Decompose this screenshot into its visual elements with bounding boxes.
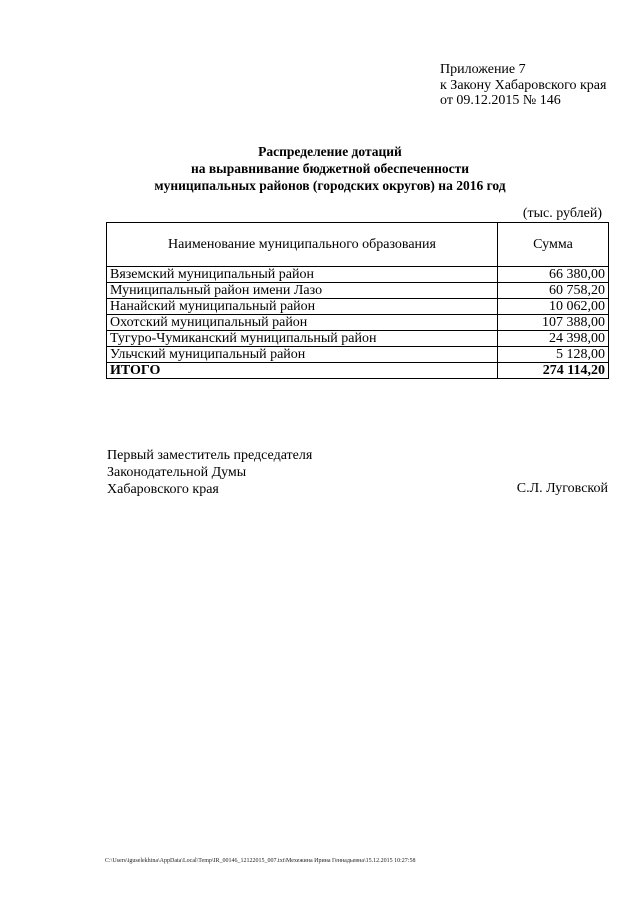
total-amount: 274 114,20 [498,363,609,379]
row-amount: 60 758,20 [498,283,609,299]
distribution-table [106,222,609,379]
column-header-sum: Сумма [498,223,609,267]
row-name: Тугуро-Чумиканский муниципальный район [107,331,498,347]
table-row [107,315,609,331]
row-amount: 66 380,00 [498,267,609,283]
row-name: Охотский муниципальный район [107,315,498,331]
row-name: Нанайский муниципальный район [107,299,498,315]
signature-block [107,447,312,498]
row-name: Муниципальный район имени Лазо [107,283,498,299]
row-amount: 5 128,00 [498,347,609,363]
title-line-2: на выравнивание бюджетной обеспеченности [190,161,470,176]
table-header-row [107,223,609,267]
row-name: Ульчский муниципальный район [107,347,498,363]
appendix-date: от 09.12.2015 № 146 [440,93,561,108]
appendix-number: Приложение 7 [440,62,526,77]
column-header-name: Наименование муниципального образования [107,223,498,267]
signature-position-line-1: Первый заместитель председателя [107,448,313,463]
total-row [107,363,609,379]
signer-name: С.Л. Луговской [516,481,608,496]
file-path-footer: C:\Users\iguselekhina\AppData\Local\Temp\IR_00146_12122015_007.txt\Мехежина Ирина Геннадьевна\15.12.2015 10:27:58 [105,858,416,864]
units-label: (тыс. рублей) [522,206,602,221]
row-amount: 10 062,00 [498,299,609,315]
total-label: ИТОГО [107,363,498,379]
row-name: Вяземский муниципальный район [107,267,498,283]
table-row [107,299,609,315]
appendix-reference [440,62,606,109]
table-row [107,267,609,283]
row-amount: 24 398,00 [498,331,609,347]
table-row [107,331,609,347]
document-title [100,143,560,194]
signature-position-line-3: Хабаровского края [107,482,219,497]
table-row [107,347,609,363]
signature-position-line-2: Законодательной Думы [107,465,247,480]
table-row [107,283,609,299]
title-line-3: муниципальных районов (городских округов) на 2016 год [154,178,506,193]
appendix-law: к Закону Хабаровского края [440,77,607,93]
row-amount: 107 388,00 [498,315,609,331]
title-line-1: Распределение дотаций [258,144,402,159]
